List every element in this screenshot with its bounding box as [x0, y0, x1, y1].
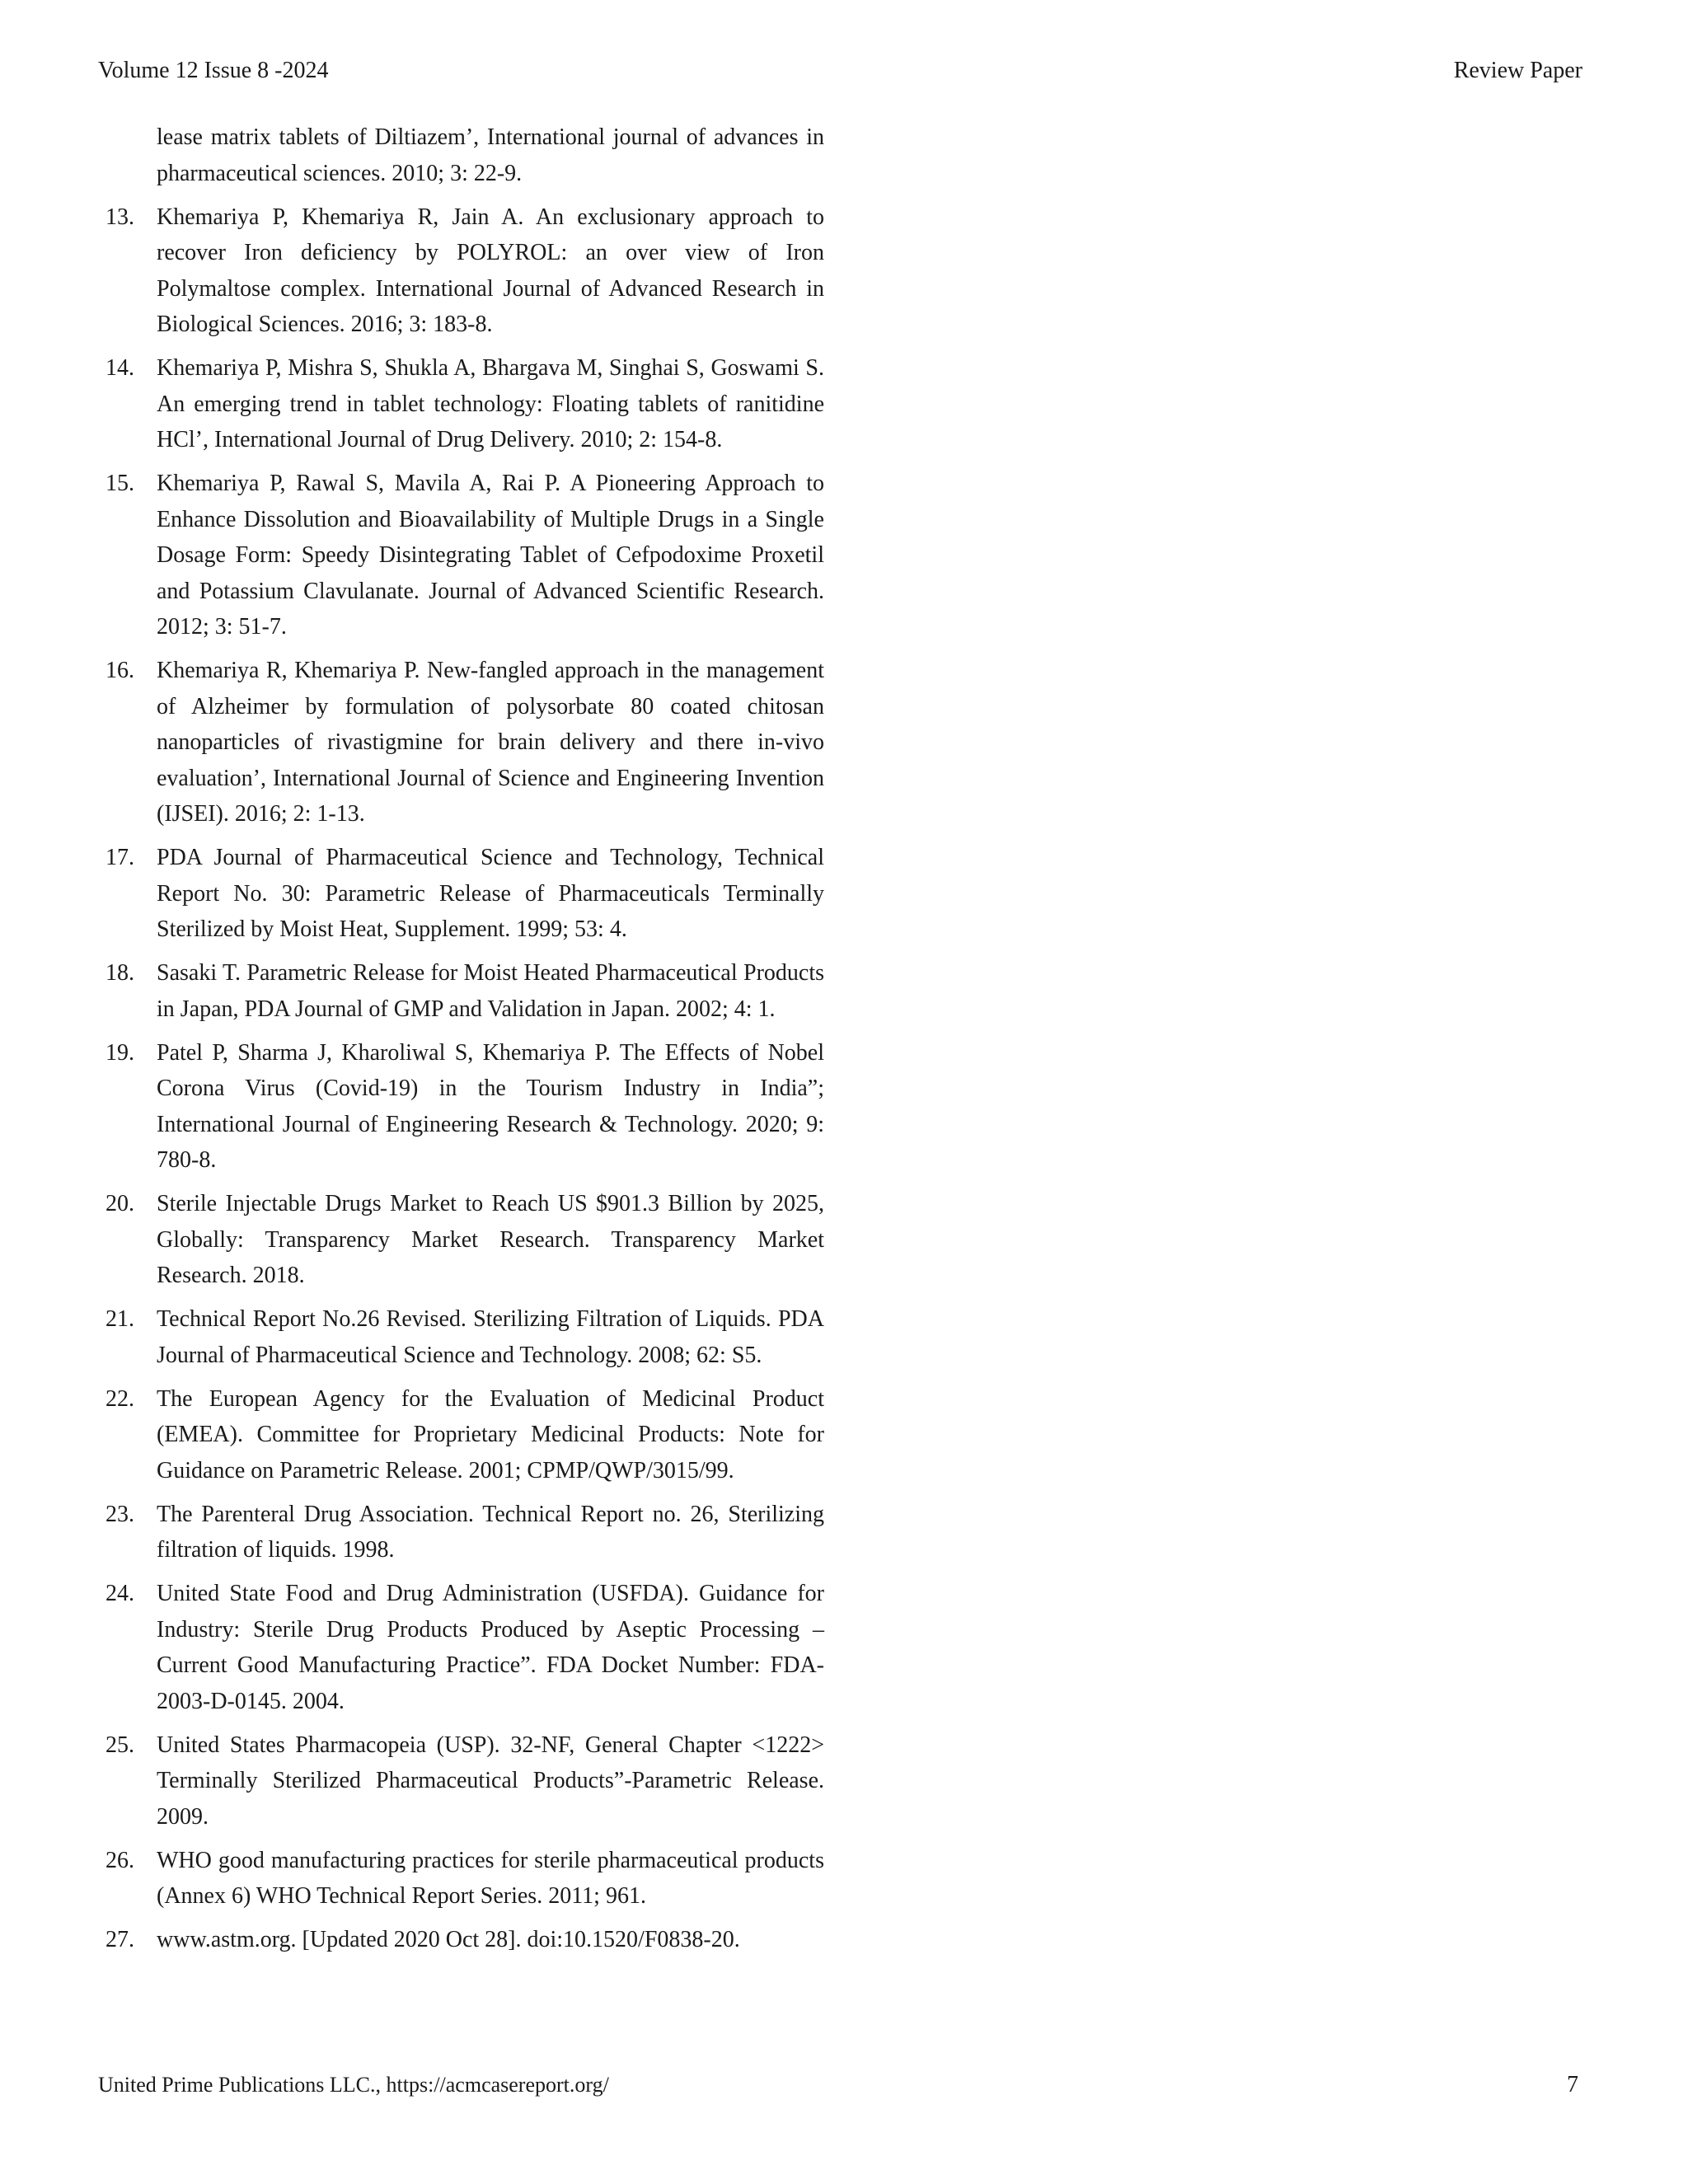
reference-text: WHO good manufacturing practices for sterile pharmaceutical products (Annex 6) WHO Technical Report Series. 2011; 961.: [157, 1847, 824, 1909]
reference-text: Khemariya P, Khemariya R, Jain A. An exclusionary approach to recover Iron deficiency by POLYROL: an over view of Iron Polymaltose complex. International Journal of Advanced Research in Biological Sciences. 2016; 3: 183-8.: [157, 204, 824, 337]
reference-text: Sterile Injectable Drugs Market to Reach US $901.3 Billion by 2025, Globally: Transparency Market Research. Transparency Market Research. 2018.: [157, 1191, 824, 1288]
reference-item: [99, 840, 824, 948]
article-type: Review Paper: [1453, 58, 1582, 83]
reference-number: 22.: [106, 1385, 134, 1412]
reference-number: 21.: [106, 1306, 134, 1332]
reference-text: Khemariya P, Mishra S, Shukla A, Bhargava M, Singhai S, Goswami S. An emerging trend in tablet technology: Floating tablets of ranitidine HCl’, International Journal of Drug Delivery. 2010; 2: 154-8.: [157, 355, 824, 452]
reference-text: Khemariya P, Rawal S, Mavila A, Rai P. A Pioneering Approach to Enhance Dissolution and Bioavailability of Multiple Drugs in a Single Dosage Form: Speedy Disintegrating Tablet of Cefpodoxime Proxetil and Potassium Clavulanate. Journal of Advanced Scientific Research. 2012; 3: 51-7.: [157, 471, 824, 640]
page-number: 7: [1567, 2072, 1578, 2097]
reference-text: The Parenteral Drug Association. Technical Report no. 26, Sterilizing filtration of liquids. 1998.: [157, 1501, 824, 1563]
reference-number: 24.: [106, 1581, 134, 1606]
journal-volume-issue: Volume 12 Issue 8 -2024: [98, 58, 329, 83]
reference-number: 15.: [106, 471, 134, 496]
reference-item: [99, 120, 824, 191]
reference-number: 13.: [106, 204, 134, 230]
reference-text: The European Agency for the Evaluation of Medicinal Product (EMEA). Committee for Proprietary Medicinal Products: Note for Guidance on Parametric Release. 2001; CPMP/QWP/3015/99.: [157, 1385, 824, 1483]
reference-text: PDA Journal of Pharmaceutical Science and Technology, Technical Report No. 30: Parametric Release of Pharmaceuticals Terminally Sterilized by Moist Heat, Supplement. 1999; 53: 4.: [157, 845, 824, 942]
reference-text: Khemariya R, Khemariya P. New-fangled approach in the management of Alzheimer by formulation of polysorbate 80 coated chitosan nanoparticles of rivastigmine for brain delivery and there in-vivo evaluation’, International Journal of Science and Engineering Invention (IJSEI). 2016; 2: 1-13.: [157, 658, 824, 827]
reference-text: United States Pharmacopeia (USP). 32-NF, General Chapter <1222> Terminally Sterilized Pharmaceutical Products”-Parametric Release. 2009.: [157, 1732, 824, 1830]
reference-number: 16.: [106, 658, 134, 683]
reference-number: 19.: [106, 1039, 134, 1066]
reference-number: 14.: [106, 355, 134, 381]
reference-item: [99, 1727, 824, 1835]
reference-item: [99, 1843, 824, 1915]
reference-item: [99, 653, 824, 832]
reference-number: 27.: [106, 1927, 134, 1952]
reference-item: [99, 1186, 824, 1294]
reference-item: [99, 1497, 824, 1568]
reference-item: [99, 955, 824, 1027]
reference-text: Sasaki T. Parametric Release for Moist Heated Pharmaceutical Products in Japan, PDA Journal of GMP and Validation in Japan. 2002; 4: 1.: [157, 960, 824, 1022]
reference-item: [99, 350, 824, 458]
reference-text: lease matrix tablets of Diltiazem’, International journal of advances in pharmaceutical sciences. 2010; 3: 22-9.: [157, 124, 824, 186]
reference-item: [99, 466, 824, 645]
reference-text: Patel P, Sharma J, Kharoliwal S, Khemariya P. The Effects of Nobel Corona Virus (Covid-19) in the Tourism Industry in India”; International Journal of Engineering Research & Technology. 2020; 9: 780-8.: [157, 1039, 824, 1173]
reference-item: [99, 1381, 824, 1489]
reference-item: [99, 1576, 824, 1719]
reference-item: [99, 199, 824, 343]
reference-number: 26.: [106, 1847, 134, 1873]
reference-number: 25.: [106, 1732, 134, 1758]
reference-item: [99, 1301, 824, 1373]
reference-text: www.astm.org. [Updated 2020 Oct 28]. doi:10.1520/F0838-20.: [157, 1927, 740, 1952]
reference-item: [99, 1035, 824, 1179]
reference-number: 18.: [106, 960, 134, 986]
reference-list: [99, 120, 824, 1966]
reference-text: Technical Report No.26 Revised. Sterilizing Filtration of Liquids. PDA Journal of Pharmaceutical Science and Technology. 2008; 62: S5.: [157, 1306, 824, 1368]
reference-number: 17.: [106, 845, 134, 870]
reference-item: [99, 1922, 824, 1958]
publisher-footer: United Prime Publications LLC., https://acmcasereport.org/: [98, 2073, 609, 2097]
reference-number: 23.: [106, 1501, 134, 1527]
reference-number: 20.: [106, 1191, 134, 1216]
reference-text: United State Food and Drug Administration (USFDA). Guidance for Industry: Sterile Drug Products Produced by Aseptic Processing – Current Good Manufacturing Practice”. FDA Docket Number: FDA-2003-D-0145. 2004.: [157, 1581, 824, 1714]
